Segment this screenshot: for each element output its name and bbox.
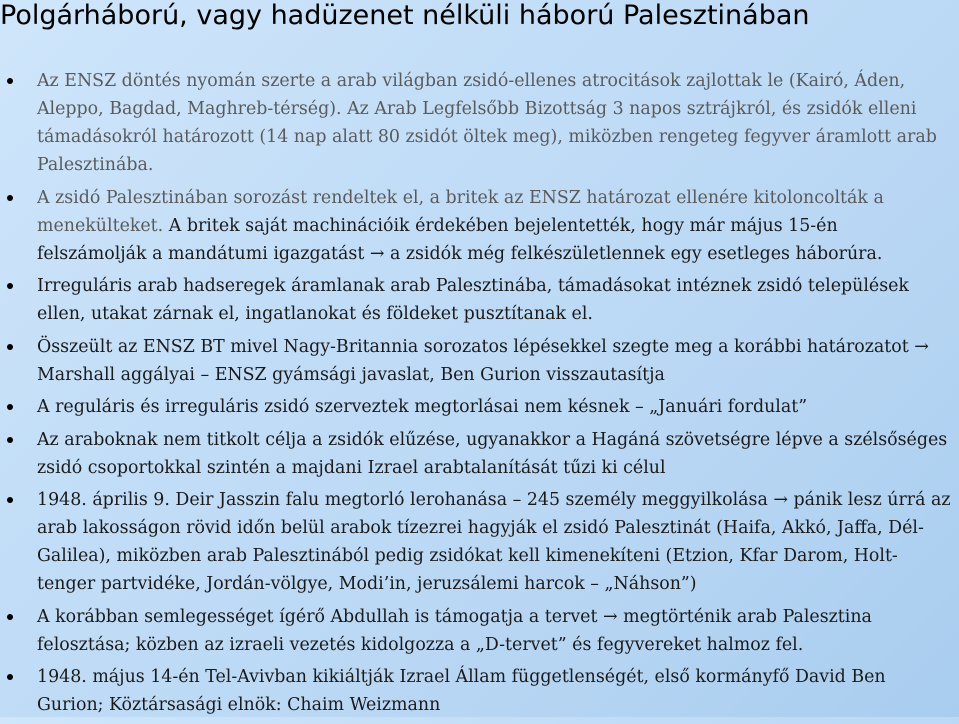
bullet-item-8	[37, 603, 952, 659]
bullet-icon	[7, 674, 13, 680]
bullet-text-main: A zsidó Palesztinában sorozást rendeltek el, a britek az ENSZ határozat ellenére kitoloncolták a menekülteket.	[37, 187, 884, 236]
bullet-item-1	[37, 67, 952, 179]
bullet-text-main: A korábban semlegességet ígérő Abdullah is támogatja a tervet → megtörténik arab Palesztina felosztása; közben az izraeli vezetés kidolgozza a „D-tervet” és fegyvereket halmoz fel.	[37, 606, 872, 655]
bullet-text-main: Összeült az ENSZ BT mivel Nagy-Britannia sorozatos lépésekkel szegte meg a korábbi határozatot → Marshall aggályai – ENSZ gyámsági javaslat, Ben Gurion visszautasítja	[37, 336, 929, 385]
bullet-text-main: Irreguláris arab hadseregek áramlanak arab Palesztinába, támadásokat intéznek zsidó települések ellen, utakat zárnak el, ingatlanokat és földeket pusztítanak el.	[37, 276, 909, 324]
bullet-item-2	[37, 184, 952, 268]
bullet-item-5	[37, 393, 952, 421]
bullet-icon	[7, 614, 13, 620]
bullet-icon	[7, 195, 13, 201]
bullet-text-rest: A britek saját machinációik érdekében bejelentették, hogy már május 15-én felszámolják a mandátumi igazgatást → a zsidók még felkészületlennek egy esetleges háborúra.	[37, 215, 883, 264]
bullet-item-4	[37, 333, 952, 389]
bullet-text-main: 1948. április 9. Deir Jasszin falu megtorló lerohanása – 245 személy meggyilkolása → pánik lesz úrrá az arab lakosságon rövid időn belül arabok tízezrei hagyják el zsidó Palesztinát (Haifa, Akkó, Jaffa, Dél-Galilea), miközben arab Palesztinából pedig zsidókat kell kimenekíteni (Etzion, Kfar Darom, Holt-tenger partvidéke, Jordán-völgye, Modi’in, jeruzsálemi harcok – „Náhson”)	[37, 490, 951, 594]
bullet-icon	[7, 283, 13, 289]
bullet-text-main: A reguláris és irreguláris zsidó szerveztek megtorlásai nem késnek – „Januári fordulat”	[37, 397, 808, 417]
bullet-text-main: Az araboknak nem titkolt célja a zsidók elűzése, ugyanakkor a Hagáná szövetségre lépve a szélsőséges zsidó csoportokkal szintén a majdani Izrael arabtalanítását tűzi ki célul	[37, 429, 948, 478]
bullet-item-7	[37, 486, 952, 598]
bullet-icon	[7, 344, 13, 350]
bullet-list	[37, 67, 952, 724]
bullet-text-main: 1948. május 14-én Tel-Avivban kikiáltják Izrael Állam függetlenségét, első kormányfő David Ben Gurion; Köztársasági elnök: Chaim Weizmann	[37, 667, 886, 715]
bullet-icon	[7, 78, 13, 84]
bullet-item-3	[37, 272, 952, 328]
bullet-text-rest: Az ENSZ döntés nyomán szerte a arab világban zsidó-ellenes atrocitások zajlottak le (Kairó, Áden, Aleppo, Bagdad, Maghreb-térség). Az Arab Legfelsőbb Bizottság 3 napos sztrájkról, és zsidók elleni támadásokról határozott (14 nap alatt 80 zsidót öltek meg), miközben rengeteg fegyver áramlott arab Palesztinába.	[37, 71, 937, 175]
bullet-item-9	[37, 663, 952, 719]
bullet-icon	[7, 404, 13, 410]
bullet-icon	[7, 437, 13, 443]
slide-title: Polgárháború, vagy hadüzenet nélküli háború Palesztinában	[0, 0, 810, 31]
bullet-icon	[7, 497, 13, 503]
bullet-item-6	[37, 426, 952, 482]
